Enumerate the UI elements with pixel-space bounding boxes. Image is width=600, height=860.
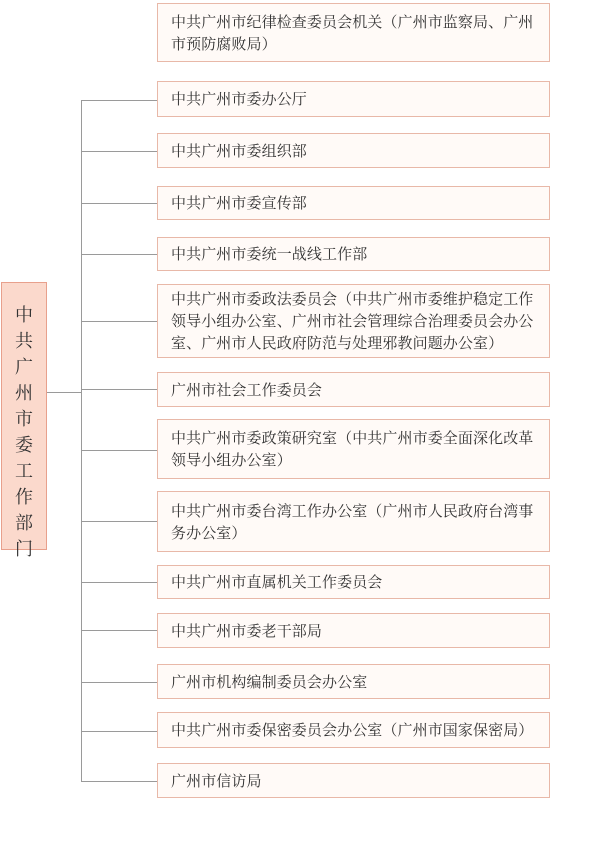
root-label-char: 中 [15, 305, 33, 326]
branch-connector [81, 203, 157, 204]
branch-connector [81, 781, 157, 782]
branch-connector [81, 682, 157, 683]
dept-label: 中共广州市委政法委员会（中共广州市委维护稳定工作领导小组办公室、广州市社会管理综合治理委员会办公室、广州市人民政府防范与处理邪教问题办公室） [171, 290, 534, 352]
dept-discipline-inspection [157, 3, 550, 62]
root-label-char: 共 [15, 331, 33, 352]
branch-connector [81, 450, 157, 451]
root-label-char: 作 [15, 487, 33, 508]
dept-label: 中共广州市委台湾工作办公室（广州市人民政府台湾事务办公室） [171, 501, 534, 542]
dept-united-front [157, 237, 550, 271]
branch-connector [81, 151, 157, 152]
dept-publicity [157, 186, 550, 220]
dept-label: 中共广州市直属机关工作委员会 [171, 573, 383, 591]
branch-connector [81, 389, 157, 390]
root-label-char: 市 [15, 409, 33, 430]
branch-connector [81, 100, 157, 101]
dept-veteran-cadres [157, 613, 550, 648]
dept-organization [157, 133, 550, 168]
branch-connector [81, 630, 157, 631]
branch-connector [81, 521, 157, 522]
dept-label: 中共广州市纪律检查委员会机关（广州市监察局、广州市预防腐败局） [171, 12, 534, 53]
dept-label: 中共广州市委宣传部 [171, 194, 307, 212]
root-connector [47, 392, 82, 393]
root-label-char: 广 [15, 357, 33, 378]
dept-label: 广州市机构编制委员会办公室 [171, 672, 368, 691]
branch-connector [81, 321, 157, 322]
branch-connector [81, 731, 157, 732]
branch-connector [81, 254, 157, 255]
dept-label: 中共广州市委统一战线工作部 [171, 245, 368, 263]
dept-municipal-organs [157, 565, 550, 599]
root-label-char: 工 [15, 461, 33, 482]
dept-label: 中共广州市委保密委员会办公室（广州市国家保密局） [171, 721, 534, 739]
dept-petitions [157, 763, 550, 798]
dept-label: 中共广州市委办公厅 [171, 90, 307, 108]
root-label-char: 部 [15, 513, 33, 534]
root-label [2, 303, 46, 563]
dept-label: 中共广州市委老干部局 [171, 621, 323, 640]
dept-policy-research [157, 419, 550, 479]
dept-taiwan-affairs [157, 491, 550, 552]
dept-establishment-office [157, 664, 550, 699]
root-node [1, 282, 47, 560]
dept-political-legal [157, 284, 550, 358]
dept-general-office [157, 81, 550, 117]
dept-label: 中共广州市委政策研究室（中共广州市委全面深化改革领导小组办公室） [171, 429, 534, 469]
dept-label: 中共广州市委组织部 [171, 141, 307, 160]
dept-social-work [157, 372, 550, 407]
branch-connector [81, 582, 157, 583]
dept-label: 广州市信访局 [171, 771, 262, 790]
root-label-char: 委 [15, 435, 33, 456]
dept-secrecy-office [157, 712, 550, 748]
dept-label: 广州市社会工作委员会 [171, 380, 323, 399]
root-label-char: 门 [15, 539, 33, 560]
root-label-char: 州 [15, 383, 33, 404]
